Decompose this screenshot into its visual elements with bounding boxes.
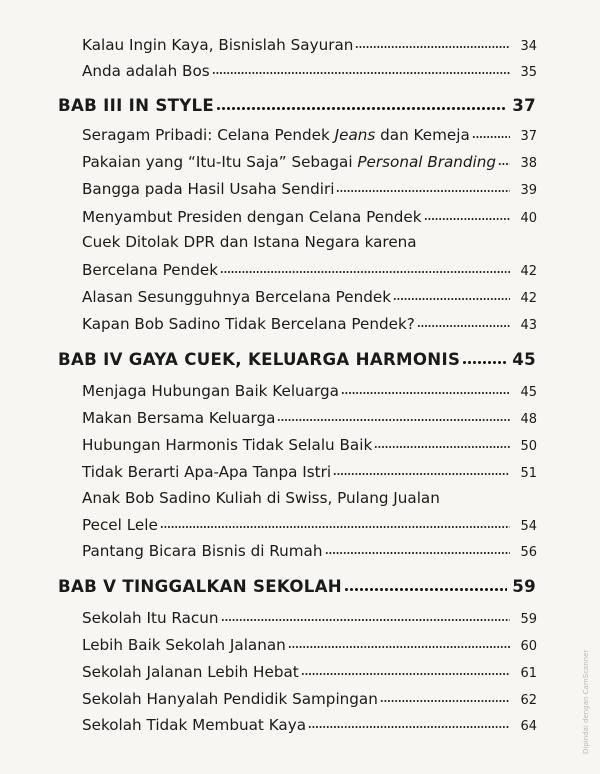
toc-entry xyxy=(82,36,537,54)
toc-entry-title: Kapan Bob Sadino Tidak Bercelana Pendek? xyxy=(82,315,415,333)
toc-entry xyxy=(82,409,537,427)
toc-entry-title: Menyambut Presiden dengan Celana Pendek xyxy=(82,208,422,226)
toc-chapter-page: 45 xyxy=(512,350,536,369)
toc-chapter-title: BAB V TINGGALKAN SEKOLAH xyxy=(58,577,342,596)
dot-leader xyxy=(220,270,510,274)
toc-chapter-page: 59 xyxy=(512,577,536,596)
dot-leader xyxy=(216,106,507,111)
dot-leader xyxy=(417,324,510,328)
toc-entry-page: 42 xyxy=(520,264,537,279)
dot-leader xyxy=(355,45,510,49)
dot-leader xyxy=(308,725,510,729)
toc-entry-title: Lebih Baik Sekolah Jalanan xyxy=(82,636,286,654)
toc-chapter xyxy=(58,350,536,369)
toc-entry-title: Menjaga Hubungan Baik Keluarga xyxy=(82,382,339,400)
dot-leader xyxy=(212,71,510,75)
toc-entry xyxy=(82,663,537,681)
toc-entry-title: Sekolah Jalanan Lebih Hebat xyxy=(82,663,299,681)
toc-entry-line xyxy=(82,233,417,251)
toc-entry-page: 34 xyxy=(520,39,537,54)
toc-entry-page: 54 xyxy=(520,519,537,534)
toc-entry-title: Hubungan Harmonis Tidak Selalu Baik xyxy=(82,436,373,454)
toc-entry-title: Pecel Lele xyxy=(82,516,158,534)
toc-entry-page: 43 xyxy=(520,318,537,333)
toc-chapter-page: 37 xyxy=(512,96,536,115)
toc-entry-page: 50 xyxy=(520,439,537,454)
toc-chapter-title: BAB IV GAYA CUEK, KELUARGA HARMONIS xyxy=(58,350,461,369)
dot-leader xyxy=(288,645,510,649)
dot-leader xyxy=(221,618,510,622)
dot-leader xyxy=(341,391,510,395)
dot-leader xyxy=(424,217,510,221)
toc-entry-title: Sekolah Tidak Membuat Kaya xyxy=(82,716,306,734)
toc-entry-title: Sekolah Hanyalah Pendidik Sampingan xyxy=(82,690,378,708)
toc-entry-line xyxy=(82,489,440,507)
toc-entry-page: 61 xyxy=(520,666,537,681)
dot-leader xyxy=(333,472,510,476)
toc-entry xyxy=(82,288,537,306)
toc-entry-page: 39 xyxy=(520,183,537,198)
toc-entry-title: Bercelana Pendek xyxy=(82,261,219,279)
dot-leader xyxy=(380,699,510,703)
toc-entry xyxy=(82,315,537,333)
toc-entry xyxy=(82,516,537,534)
toc-entry-title: Pakaian yang “Itu-Itu Saja” Sebagai Personal Branding xyxy=(82,153,497,171)
toc-entry-title: Alasan Sesungguhnya Bercelana Pendek xyxy=(82,288,392,306)
dot-leader xyxy=(393,297,510,301)
toc-entry xyxy=(82,261,537,279)
toc-entry xyxy=(82,382,537,400)
toc-entry-title: Cuek Ditolak DPR dan Istana Negara karena xyxy=(82,233,417,251)
dot-leader xyxy=(336,189,510,193)
dot-leader xyxy=(277,418,510,422)
toc-entry xyxy=(82,463,537,481)
toc-entry xyxy=(82,690,537,708)
toc-entry-page: 60 xyxy=(520,639,537,654)
toc-entry-title: Seragam Pribadi: Celana Pendek Jeans dan Kemeja xyxy=(82,126,470,144)
toc-entry-title: Bangga pada Hasil Usaha Sendiri xyxy=(82,180,335,198)
toc-chapter xyxy=(58,577,536,596)
toc-entry-title: Sekolah Itu Racun xyxy=(82,609,219,627)
toc-entry-page: 51 xyxy=(520,466,537,481)
toc-entry xyxy=(82,636,537,654)
toc-entry-page: 45 xyxy=(520,385,537,400)
toc-entry-title: Makan Bersama Keluarga xyxy=(82,409,276,427)
toc-entry xyxy=(82,126,537,144)
dot-leader xyxy=(160,525,510,529)
toc-entry-title: Pantang Bicara Bisnis di Rumah xyxy=(82,542,323,560)
toc-entry xyxy=(82,208,537,226)
toc-entry xyxy=(82,609,537,627)
toc-entry-page: 48 xyxy=(520,412,537,427)
dot-leader xyxy=(498,162,510,166)
toc-entry-page: 37 xyxy=(520,129,537,144)
toc-entry xyxy=(82,716,537,734)
dot-leader xyxy=(301,672,510,676)
toc-entry xyxy=(82,542,537,560)
toc-chapter xyxy=(58,96,536,115)
toc-entry-page: 62 xyxy=(520,693,537,708)
dot-leader xyxy=(462,360,507,365)
toc-entry-page: 59 xyxy=(520,612,537,627)
toc-entry xyxy=(82,153,537,171)
dot-leader xyxy=(374,445,510,449)
toc-chapter-title: BAB III IN STYLE xyxy=(58,96,215,115)
dot-leader xyxy=(325,551,511,555)
toc-entry-title: Anak Bob Sadino Kuliah di Swiss, Pulang Jualan xyxy=(82,489,440,507)
dot-leader xyxy=(472,135,510,139)
dot-leader xyxy=(344,587,507,592)
toc-entry-page: 64 xyxy=(520,719,537,734)
toc-entry-page: 35 xyxy=(520,65,537,80)
scanner-watermark: Dipindai dengan CamScanner xyxy=(582,649,590,754)
toc-entry xyxy=(82,436,537,454)
toc-entry-title: Kalau Ingin Kaya, Bisnislah Sayuran xyxy=(82,36,354,54)
toc-entry-title: Tidak Berarti Apa-Apa Tanpa Istri xyxy=(82,463,332,481)
toc-entry-page: 42 xyxy=(520,291,537,306)
toc-entry-title: Anda adalah Bos xyxy=(82,62,210,80)
toc-entry-page: 38 xyxy=(520,156,537,171)
toc-entry-page: 40 xyxy=(520,211,537,226)
toc-entry-page: 56 xyxy=(520,545,537,560)
toc-entry xyxy=(82,62,537,80)
toc-entry xyxy=(82,180,537,198)
